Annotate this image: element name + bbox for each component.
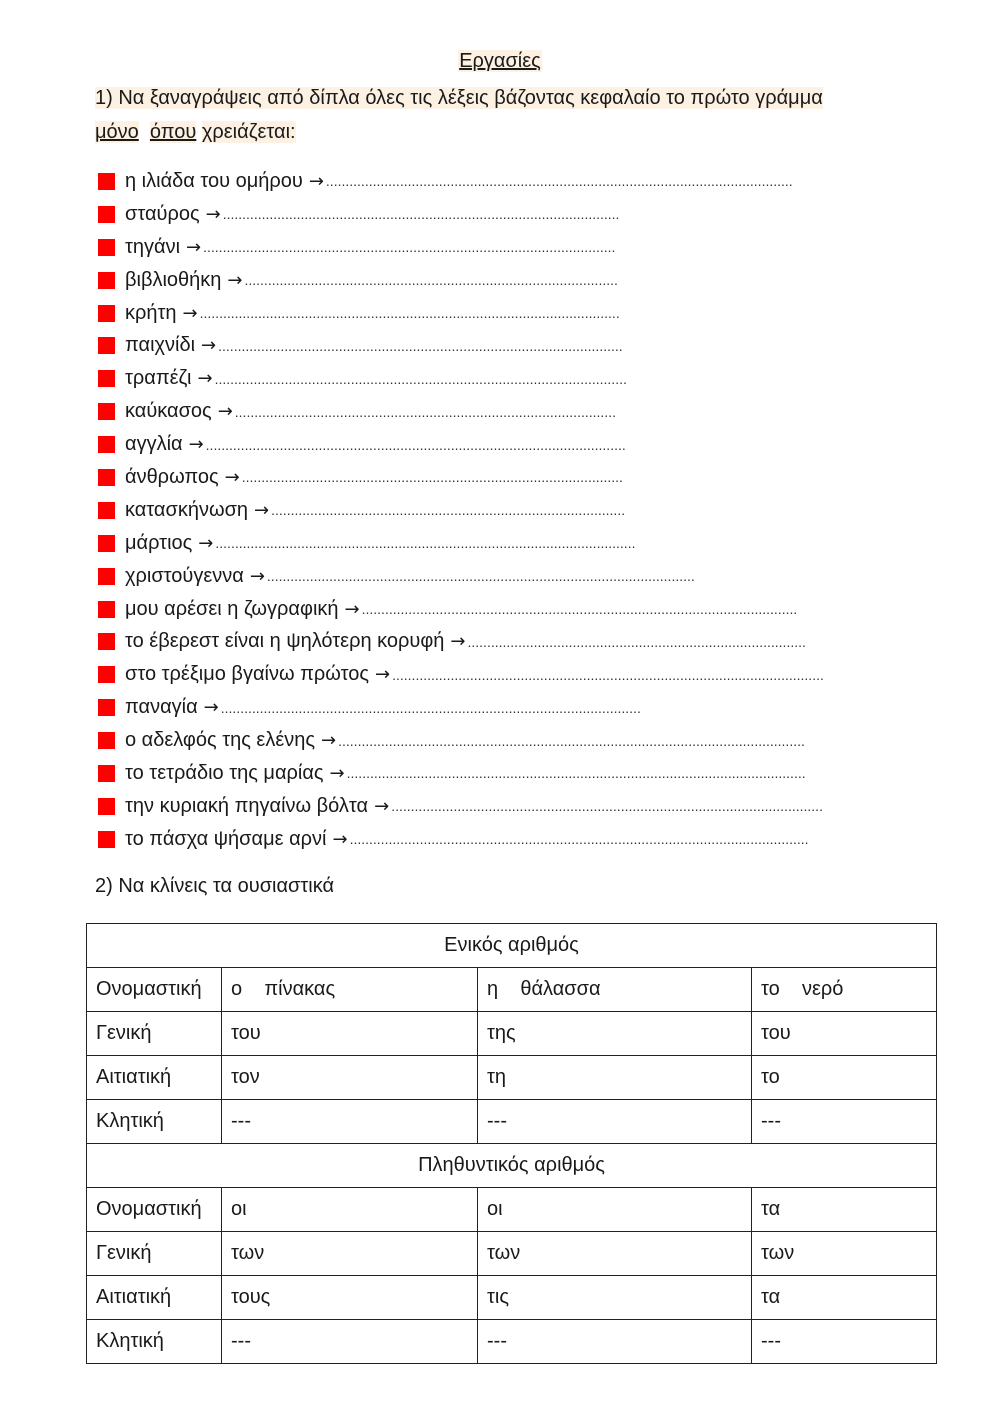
list-item <box>98 790 928 823</box>
case-name-cell: Γενική <box>87 1012 222 1056</box>
answer-line[interactable]: ...................................................................................................................... <box>346 765 806 782</box>
red-square-bullet-icon <box>98 305 115 322</box>
right-arrow-icon: → <box>198 532 214 554</box>
list-item <box>98 625 928 658</box>
list-item <box>98 658 928 691</box>
article-cell[interactable]: η θάλασσα <box>478 968 752 1012</box>
list-item <box>98 560 928 593</box>
word-list <box>98 165 928 856</box>
right-arrow-icon: → <box>205 203 221 225</box>
list-item <box>98 593 928 626</box>
list-item-text: στο τρέξιμο βγαίνω πρώτος <box>125 663 370 686</box>
red-square-bullet-icon <box>98 699 115 716</box>
red-square-bullet-icon <box>98 798 115 815</box>
list-item <box>98 395 928 428</box>
red-square-bullet-icon <box>98 239 115 256</box>
right-arrow-icon: → <box>321 730 337 752</box>
page-title <box>0 50 1000 73</box>
list-item <box>98 428 928 461</box>
red-square-bullet-icon <box>98 173 115 190</box>
article-cell[interactable]: το <box>752 1056 937 1100</box>
article-cell[interactable]: --- <box>478 1320 752 1364</box>
declension-table <box>86 923 937 1364</box>
right-arrow-icon: → <box>188 434 204 456</box>
table-row <box>87 1188 937 1232</box>
list-item <box>98 198 928 231</box>
page-title-text: Εργασίες <box>459 50 541 72</box>
answer-line[interactable]: .............................................................................................................. <box>266 568 695 585</box>
table-row <box>87 1056 937 1100</box>
list-item <box>98 297 928 330</box>
right-arrow-icon: → <box>203 697 219 719</box>
question-1-instruction <box>95 81 915 149</box>
article-cell[interactable]: των <box>478 1232 752 1276</box>
table-row <box>87 1100 937 1144</box>
list-item <box>98 165 928 198</box>
list-item-text: το έβερεστ είναι η ψηλότερη κορυφή <box>125 630 445 653</box>
red-square-bullet-icon <box>98 337 115 354</box>
list-item <box>98 362 928 395</box>
right-arrow-icon: → <box>374 795 390 817</box>
list-item-text: σταύρος <box>125 202 200 225</box>
instruction-underlined-where: όπου <box>149 121 197 143</box>
table-row <box>87 1012 937 1056</box>
article-cell[interactable]: ο πίνακας <box>222 968 478 1012</box>
list-item-text: η ιλιάδα του ομήρου <box>125 169 303 192</box>
article-cell[interactable]: τους <box>222 1276 478 1320</box>
right-arrow-icon: → <box>201 335 217 357</box>
right-arrow-icon: → <box>308 170 324 192</box>
table-row <box>87 1276 937 1320</box>
article-cell[interactable]: οι <box>478 1188 752 1232</box>
singular-header-row <box>87 924 937 968</box>
article-cell[interactable]: το νερό <box>752 968 937 1012</box>
list-item <box>98 527 928 560</box>
table-row <box>87 968 937 1012</box>
case-name-cell: Ονομαστική <box>87 968 222 1012</box>
red-square-bullet-icon <box>98 206 115 223</box>
right-arrow-icon: → <box>227 269 243 291</box>
article-cell[interactable]: --- <box>752 1320 937 1364</box>
case-name-cell: Κλητική <box>87 1100 222 1144</box>
red-square-bullet-icon <box>98 370 115 387</box>
answer-line[interactable]: .................................................................................................. <box>234 403 616 420</box>
red-square-bullet-icon <box>98 633 115 650</box>
table-row <box>87 1320 937 1364</box>
red-square-bullet-icon <box>98 568 115 585</box>
red-square-bullet-icon <box>98 535 115 552</box>
answer-line[interactable]: ............................................................................................................ <box>205 436 626 453</box>
answer-line[interactable]: .......................................................................................................... <box>214 370 627 387</box>
article-cell[interactable]: της <box>478 1012 752 1056</box>
list-item-text: ο αδελφός της ελένης <box>125 729 316 752</box>
question-2-instruction: 2) Να κλίνεις τα ουσιαστικά <box>95 875 335 897</box>
right-arrow-icon: → <box>332 828 348 850</box>
list-item-text: μου αρέσει η ζωγραφική <box>125 597 339 620</box>
red-square-bullet-icon <box>98 831 115 848</box>
right-arrow-icon: → <box>197 368 213 390</box>
red-square-bullet-icon <box>98 272 115 289</box>
table-section-header: Ενικός αριθμός <box>87 924 937 968</box>
case-name-cell: Ονομαστική <box>87 1188 222 1232</box>
right-arrow-icon: → <box>182 302 198 324</box>
table-section-header: Πληθυντικός αριθμός <box>87 1144 937 1188</box>
article-cell[interactable]: --- <box>752 1100 937 1144</box>
red-square-bullet-icon <box>98 436 115 453</box>
article-cell[interactable]: τα <box>752 1188 937 1232</box>
right-arrow-icon: → <box>375 664 391 686</box>
list-item-text: μάρτιος <box>125 531 193 554</box>
list-item <box>98 691 928 724</box>
list-item-text: κρήτη <box>125 301 177 324</box>
list-item <box>98 724 928 757</box>
answer-line[interactable]: ............................................................................................................ <box>220 699 641 716</box>
list-item-text: το τετράδιο της μαρίας <box>125 761 324 784</box>
case-name-cell: Αιτιατική <box>87 1056 222 1100</box>
article-cell[interactable]: οι <box>222 1188 478 1232</box>
answer-line[interactable]: .......................................................................................................... <box>203 239 616 256</box>
list-item <box>98 264 928 297</box>
instruction-underlined-only: μόνο <box>95 121 139 143</box>
answer-line[interactable]: ............................................................................................................ <box>199 305 620 321</box>
case-name-cell: Γενική <box>87 1232 222 1276</box>
case-name-cell: Κλητική <box>87 1320 222 1364</box>
red-square-bullet-icon <box>98 403 115 420</box>
article-cell[interactable]: τον <box>222 1056 478 1100</box>
article-cell[interactable]: --- <box>222 1100 478 1144</box>
article-cell[interactable]: τα <box>752 1276 937 1320</box>
article-cell[interactable]: --- <box>478 1100 752 1144</box>
answer-line[interactable]: ............................................................................................................... <box>391 798 823 815</box>
answer-line[interactable]: ........................................................................................................ <box>218 337 623 354</box>
list-item-text: αγγλία <box>125 433 183 456</box>
article-cell[interactable]: τις <box>478 1276 752 1320</box>
right-arrow-icon: → <box>329 762 345 784</box>
red-square-bullet-icon <box>98 601 115 618</box>
list-item <box>98 329 928 362</box>
instruction-rest: χρειάζεται: <box>201 121 296 143</box>
list-item <box>98 461 928 494</box>
list-item-text: κατασκήνωση <box>125 498 249 521</box>
list-item-text: χριστούγεννα <box>125 564 244 587</box>
list-item-text: τραπέζι <box>125 367 192 390</box>
red-square-bullet-icon <box>98 502 115 519</box>
right-arrow-icon: → <box>344 598 360 620</box>
case-name-cell: Αιτιατική <box>87 1276 222 1320</box>
answer-line[interactable]: .................................................................................................. <box>241 469 623 486</box>
list-item-text: παναγία <box>125 696 198 719</box>
table-row <box>87 1232 937 1276</box>
right-arrow-icon: → <box>249 565 265 587</box>
list-item <box>98 231 928 264</box>
plural-header-row <box>87 1144 937 1188</box>
list-item-text: άνθρωπος <box>125 465 219 488</box>
right-arrow-icon: → <box>254 499 270 521</box>
red-square-bullet-icon <box>98 469 115 486</box>
article-cell[interactable]: των <box>222 1232 478 1276</box>
list-item-text: το πάσχα ψήσαμε αρνί <box>125 827 327 850</box>
article-cell[interactable]: του <box>222 1012 478 1056</box>
right-arrow-icon: → <box>450 631 466 653</box>
answer-line[interactable]: ........................................................................................................................ <box>338 732 805 749</box>
instruction-part1: 1) Να ξαναγράψεις από δίπλα όλες τις λέξεις βάζοντας κεφαλαίο το πρώτο γράμμα <box>95 87 823 109</box>
list-item <box>98 494 928 527</box>
article-cell[interactable]: --- <box>222 1320 478 1364</box>
answer-line[interactable]: ........................................................................................... <box>271 502 626 519</box>
list-item-text: παιχνίδι <box>125 334 196 357</box>
answer-line[interactable]: ................................................................................................................ <box>361 601 798 618</box>
list-item-text: τηγάνι <box>125 235 181 258</box>
answer-line[interactable]: ........................................................................................................................ <box>325 173 793 190</box>
right-arrow-icon: → <box>224 466 240 488</box>
list-item-text: την κυριακή πηγαίνω βόλτα <box>125 794 369 817</box>
article-cell[interactable]: τη <box>478 1056 752 1100</box>
answer-line[interactable]: ............................................................................................................ <box>215 535 636 552</box>
list-item <box>98 757 928 790</box>
red-square-bullet-icon <box>98 732 115 749</box>
answer-line[interactable]: ....................................................................................... <box>467 633 806 650</box>
right-arrow-icon: → <box>217 401 233 423</box>
list-item-text: βιβλιοθήκη <box>125 268 222 291</box>
right-arrow-icon: → <box>186 236 202 258</box>
answer-line[interactable]: ............................................................................................................... <box>392 666 824 683</box>
article-cell[interactable]: των <box>752 1232 937 1276</box>
article-cell[interactable]: του <box>752 1012 937 1056</box>
answer-line[interactable]: ...................................................................................................................... <box>349 831 809 848</box>
list-item <box>98 823 928 856</box>
red-square-bullet-icon <box>98 765 115 782</box>
answer-line[interactable]: ................................................................................................ <box>244 272 618 289</box>
list-item-text: καύκασος <box>125 400 212 423</box>
red-square-bullet-icon <box>98 666 115 683</box>
answer-line[interactable]: ...................................................................................................... <box>222 206 620 223</box>
